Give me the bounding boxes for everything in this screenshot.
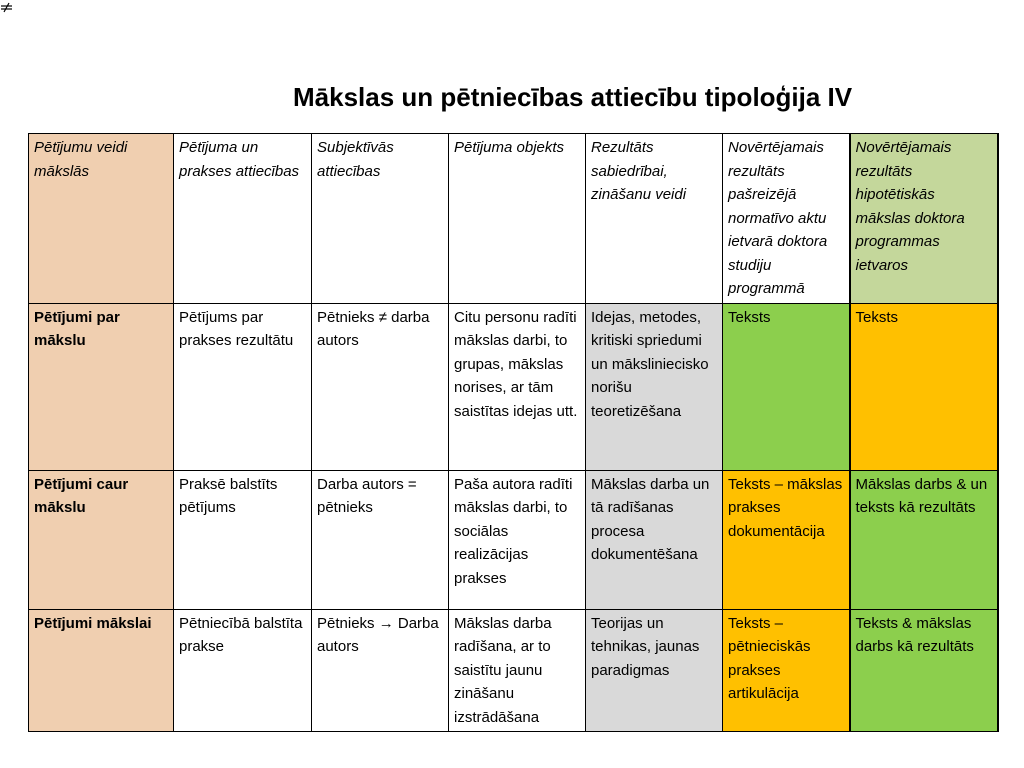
header-cell-type: Pētījumu veidi mākslās (29, 134, 174, 304)
header-row (29, 134, 998, 304)
header-cell-subjective: Subjektīvās attiecības (312, 134, 449, 304)
table-row (29, 303, 998, 470)
row-subjective-cell: Pētnieks → Darba autors (312, 609, 449, 732)
header-cell-relation: Pētījuma un prakses attiecības (174, 134, 312, 304)
row-subjective-cell: Pētnieks ≠ darba autors (312, 303, 449, 470)
typology-table (28, 133, 999, 732)
row-object-cell: Citu personu radīti mākslas darbi, to grupas, mākslas norises, ar tām saistītas idejas utt. (449, 303, 586, 470)
row-relation-cell: Pētījums par prakses rezultātu (174, 303, 312, 470)
row-subjective-cell: Darba autors = pētnieks (312, 470, 449, 609)
row-relation-cell: Pētniecībā balstīta prakse (174, 609, 312, 732)
row-result-current-cell: Teksts – pētnieciskās prakses artikulācija (723, 609, 850, 732)
header-cell-object: Pētījuma objekts (449, 134, 586, 304)
header-cell-result-society: Rezultāts sabiedrībai, zināšanu veidi (586, 134, 723, 304)
table-row (29, 609, 998, 732)
row-object-cell: Mākslas darba radīšana, ar to saistītu jaunu zināšanu izstrādāšana (449, 609, 586, 732)
table-row (29, 470, 998, 609)
row-type-cell: Pētījumi par mākslu (29, 303, 174, 470)
slide-marker-icon (0, 2, 14, 14)
row-result-society-cell: Idejas, metodes, kritiski spriedumi un mākslinieciskо norišu teoretizēšana (586, 303, 723, 470)
header-cell-result-hypothetical: Novērtējamais rezultāts hipotētiskās mākslas doktora programmas ietvaros (850, 134, 998, 304)
row-result-hypothetical-cell: Teksts & mākslas darbs kā rezultāts (850, 609, 998, 732)
row-relation-cell: Praksē balstīts pētījums (174, 470, 312, 609)
row-result-society-cell: Mākslas darba un tā radīšanas procesa dokumentēšana (586, 470, 723, 609)
row-result-current-cell: Teksts – mākslas prakses dokumentācija (723, 470, 850, 609)
row-result-hypothetical-cell: Mākslas darbs & un teksts kā rezultāts (850, 470, 998, 609)
row-result-society-cell: Teorijas un tehnikas, jaunas paradigmas (586, 609, 723, 732)
row-object-cell: Paša autora radīti mākslas darbi, to sociālas realizācijas prakses (449, 470, 586, 609)
row-result-hypothetical-cell: Teksts (850, 303, 998, 470)
header-cell-result-current: Novērtējamais rezultāts pašreizējā normatīvo aktu ietvarā doktora studiju programmā (723, 134, 850, 304)
row-type-cell: Pētījumi mākslai (29, 609, 174, 732)
row-result-current-cell: Teksts (723, 303, 850, 470)
page-title: Mākslas un pētniecības attiecību tipoloģija IV (293, 82, 853, 112)
row-type-cell: Pētījumi caur mākslu (29, 470, 174, 609)
